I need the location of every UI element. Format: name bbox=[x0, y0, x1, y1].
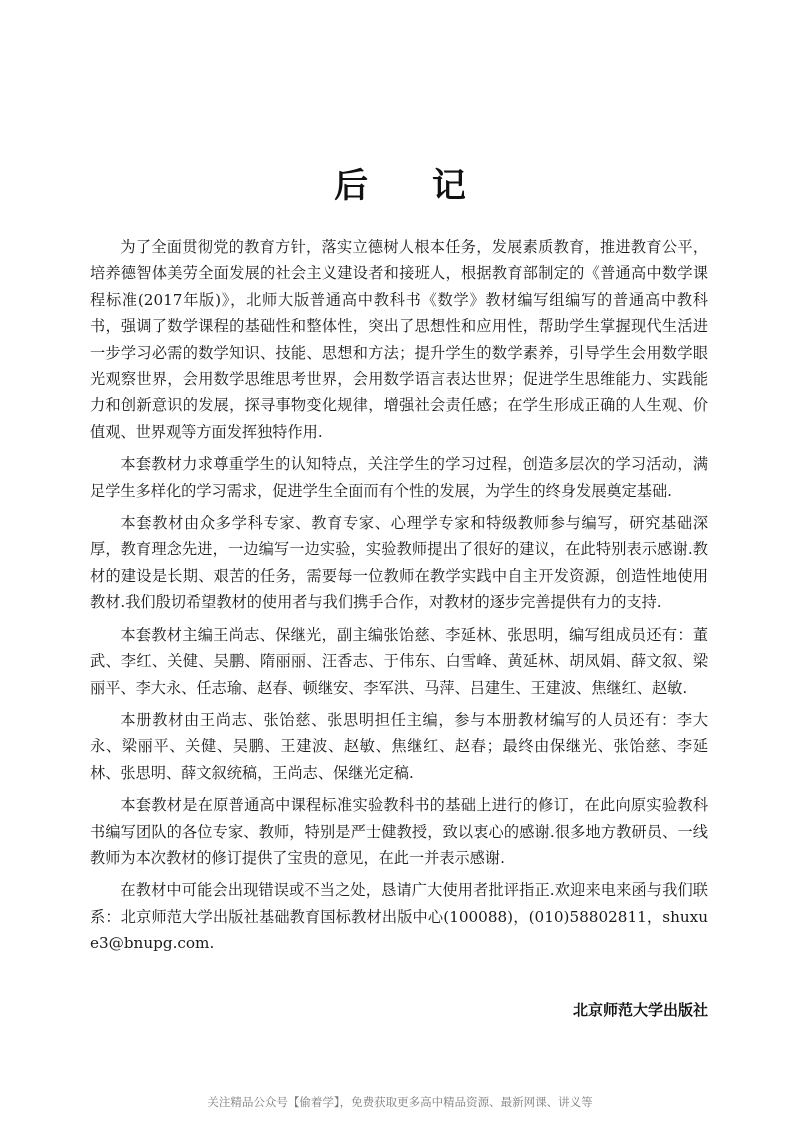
publisher-signature: 北京师范大学出版社 bbox=[572, 1001, 708, 1019]
paragraph-5: 本册教材由王尚志、张饴慈、张思明担任主编，参与本册教材编写的人员还有：李大永、梁丽平、关健、吴鹏、王建波、赵敏、焦继红、赵春；最终由保继光、张饴慈、李延林、张思明、薛文叙统稿，王尚志、保继光定稿. bbox=[90, 710, 708, 782]
paragraph-2: 本套教材力求尊重学生的认知特点，关注学生的学习过程，创造多层次的学习活动，满足学生多样化的学习需求，促进学生全面而有个性的发展，为学生的终身发展奠定基础. bbox=[90, 455, 708, 500]
paragraph-7: 在教材中可能会出现错误或不当之处，恳请广大使用者批评指正.欢迎来电来函与我们联系：北京师范大学出版社基础教育国标教材出版中心(100088)，(010)58802811，shuxue3@bnupg.com. bbox=[90, 881, 708, 953]
body-text bbox=[90, 234, 708, 963]
paragraph-4: 本套教材主编王尚志、保继光，副主编张饴慈、李延林、张思明，编写组成员还有：董武、李红、关健、吴鹏、隋丽丽、汪香志、于伟东、白雪峰、黄延林、胡凤娟、薛文叙、梁丽平、李大永、任志瑜、赵春、顿继安、李军洪、马萍、吕建生、王建波、焦继红、赵敏. bbox=[90, 625, 708, 697]
paragraph-1: 为了全面贯彻党的教育方针，落实立德树人根本任务，发展素质教育，推进教育公平，培养德智体美劳全面发展的社会主义建设者和接班人，根据教育部制定的《普通高中数学课程标准(2017年版)》，北师大版普通高中教科书《数学》教材编写组编写的普通高中教科书，强调了数学课程的基础性和整体性，突出了思想性和应用性，帮助学生掌握现代生活进一步学习必需的数学知识、技能、思想和方法；提升学生的数学素养，引导学生会用数学眼光观察世界，会用数学思维思考世界，会用数学语言表达世界；促进学生思维能力、实践能力和创新意识的发展，探寻事物变化规律，增强社会责任感；在学生形成正确的人生观、价值观、世界观等方面发挥独特作用. bbox=[90, 238, 708, 441]
page-title: 后 记 bbox=[334, 166, 492, 206]
footer-note: 关注精品公众号【偷着学】，免费获取更多高中精品资源、最新网课、讲义等 bbox=[207, 1095, 593, 1109]
paragraph-3: 本套教材由众多学科专家、教育专家、心理学专家和特级教师参与编写，研究基础深厚，教育理念先进，一边编写一边实验，实验教师提出了很好的建议，在此特别表示感谢.教材的建设是长期、艰苦的任务，需要每一位教师在教学实践中自主开发资源，创造性地使用教材.我们殷切希望教材的使用者与我们携手合作，对教材的逐步完善提供有力的支持. bbox=[90, 514, 708, 612]
paragraph-6: 本套教材是在原普通高中课程标准实验教科书的基础上进行的修订，在此向原实验教科书编写团队的各位专家、教师，特别是严士健教授，致以衷心的感谢.很多地方教研员、一线教师为本次教材的修订提供了宝贵的意见，在此一并表示感谢. bbox=[90, 796, 708, 867]
